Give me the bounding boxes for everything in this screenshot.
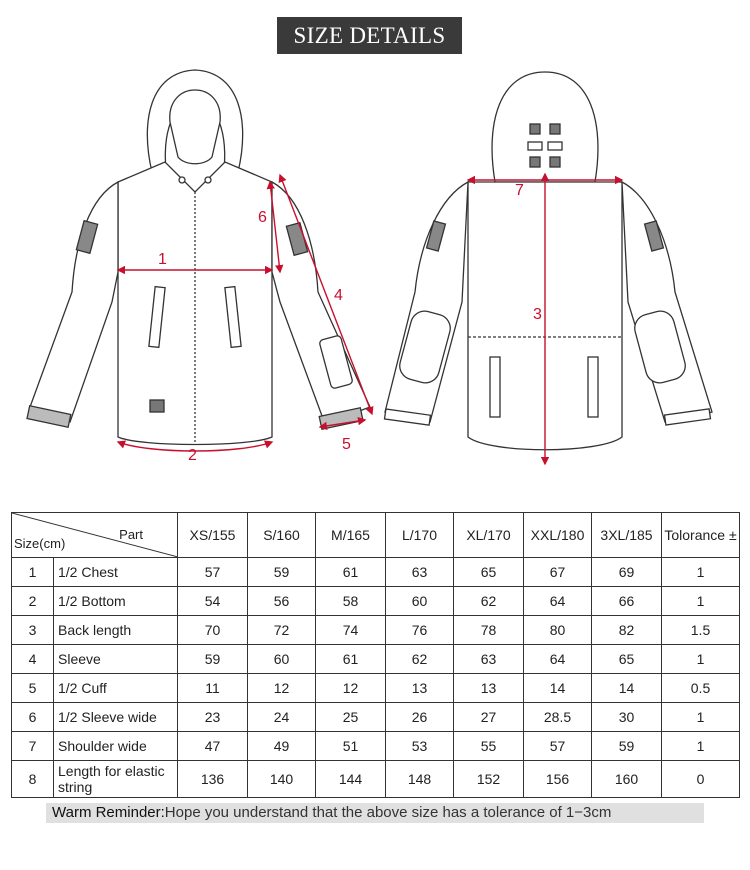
measurement-cell: 27 — [454, 703, 524, 732]
tolerance-cell: 1 — [662, 587, 740, 616]
measurement-cell: 12 — [248, 674, 316, 703]
measurement-cell: 140 — [248, 761, 316, 798]
part-name: Back length — [54, 616, 178, 645]
tolerance-cell: 1.5 — [662, 616, 740, 645]
measurement-cell: 62 — [386, 645, 454, 674]
measure-label-2: 2 — [188, 447, 197, 464]
table-row — [12, 761, 740, 798]
measurement-cell: 12 — [316, 674, 386, 703]
part-name: Sleeve — [54, 645, 178, 674]
size-header: Size(cm) — [14, 536, 66, 551]
measurement-cell: 49 — [248, 732, 316, 761]
table-row — [12, 645, 740, 674]
part-name: 1/2 Cuff — [54, 674, 178, 703]
measure-label-4: 4 — [334, 287, 343, 304]
measurement-cell: 60 — [248, 645, 316, 674]
back-left-sleeve — [385, 182, 468, 422]
measurement-cell: 148 — [386, 761, 454, 798]
back-right-sleeve — [622, 182, 712, 422]
part-name: Shoulder wide — [54, 732, 178, 761]
measurement-cell: 13 — [386, 674, 454, 703]
table-row — [12, 732, 740, 761]
measurement-cell: 74 — [316, 616, 386, 645]
measurement-cell: 13 — [454, 674, 524, 703]
tolerance-cell: 1 — [662, 732, 740, 761]
row-number: 6 — [12, 703, 54, 732]
size-header-m: M/165 — [316, 513, 386, 558]
back-jacket — [385, 72, 712, 450]
measurement-cell: 60 — [386, 587, 454, 616]
tolerance-cell: 0.5 — [662, 674, 740, 703]
row-number: 7 — [12, 732, 54, 761]
measurement-cell: 47 — [178, 732, 248, 761]
measurement-cell: 24 — [248, 703, 316, 732]
row-number: 4 — [12, 645, 54, 674]
measurement-cell: 67 — [524, 558, 592, 587]
front-right-sleeve — [272, 182, 370, 424]
measurement-cell: 57 — [178, 558, 248, 587]
corner-cell — [12, 513, 178, 558]
warm-reminder — [46, 803, 704, 823]
table-row — [12, 587, 740, 616]
measurement-cell: 56 — [248, 587, 316, 616]
measurement-cell: 25 — [316, 703, 386, 732]
measurement-cell: 11 — [178, 674, 248, 703]
measurement-cell: 63 — [454, 645, 524, 674]
measurement-cell: 136 — [178, 761, 248, 798]
measurement-cell: 66 — [592, 587, 662, 616]
measurement-cell: 23 — [178, 703, 248, 732]
measurement-cell: 59 — [178, 645, 248, 674]
part-header: Part — [119, 527, 143, 542]
measurement-cell: 69 — [592, 558, 662, 587]
measure-label-1: 1 — [158, 251, 167, 268]
measurement-cell: 65 — [454, 558, 524, 587]
table-row — [12, 703, 740, 732]
size-table — [11, 512, 740, 798]
table-row — [12, 674, 740, 703]
measurement-cell: 59 — [248, 558, 316, 587]
row-number: 8 — [12, 761, 54, 798]
part-name: 1/2 Sleeve wide — [54, 703, 178, 732]
size-header-s: S/160 — [248, 513, 316, 558]
tolerance-cell: 1 — [662, 645, 740, 674]
back-hood — [492, 72, 598, 182]
measurement-cell: 152 — [454, 761, 524, 798]
measurement-cell: 53 — [386, 732, 454, 761]
row-number: 2 — [12, 587, 54, 616]
measurement-cell: 14 — [524, 674, 592, 703]
table-row — [12, 616, 740, 645]
measurement-cell: 70 — [178, 616, 248, 645]
measurement-cell: 144 — [316, 761, 386, 798]
measurement-cell: 59 — [592, 732, 662, 761]
measurement-cell: 156 — [524, 761, 592, 798]
measurement-cell: 28.5 — [524, 703, 592, 732]
front-left-sleeve — [30, 182, 118, 422]
tolerance-header: Tolorance ± — [662, 513, 740, 558]
measurement-cell: 64 — [524, 645, 592, 674]
measurement-cell: 76 — [386, 616, 454, 645]
measurement-cell: 72 — [248, 616, 316, 645]
row-number: 1 — [12, 558, 54, 587]
part-name: Length for elastic string — [54, 761, 178, 798]
measure-label-7: 7 — [515, 182, 524, 199]
measurement-cell: 65 — [592, 645, 662, 674]
measurement-cell: 26 — [386, 703, 454, 732]
measure-label-6: 6 — [258, 209, 267, 226]
measurement-cell: 62 — [454, 587, 524, 616]
measurement-cell: 55 — [454, 732, 524, 761]
table-row — [12, 558, 740, 587]
measurement-cell: 57 — [524, 732, 592, 761]
jacket-diagram — [0, 62, 750, 482]
measurement-cell: 54 — [178, 587, 248, 616]
table-header-row — [12, 513, 740, 558]
measurement-cell: 14 — [592, 674, 662, 703]
reminder-label: Warm Reminder: — [52, 804, 165, 821]
measurement-cell: 30 — [592, 703, 662, 732]
tolerance-cell: 1 — [662, 703, 740, 732]
measurement-cell: 63 — [386, 558, 454, 587]
row-number: 3 — [12, 616, 54, 645]
row-number: 5 — [12, 674, 54, 703]
part-name: 1/2 Bottom — [54, 587, 178, 616]
measurement-cell: 82 — [592, 616, 662, 645]
measurement-cell: 51 — [316, 732, 386, 761]
size-header-xs: XS/155 — [178, 513, 248, 558]
reminder-text: Hope you understand that the above size has a tolerance of 1−3cm — [164, 804, 612, 821]
measurement-cell: 160 — [592, 761, 662, 798]
measurement-cell: 61 — [316, 558, 386, 587]
page-title: SIZE DETAILS — [277, 17, 462, 54]
measure-label-5: 5 — [342, 436, 351, 453]
measure-label-3: 3 — [533, 306, 542, 323]
size-header-xxl: XXL/180 — [524, 513, 592, 558]
measurement-cell: 58 — [316, 587, 386, 616]
tolerance-cell: 0 — [662, 761, 740, 798]
measurement-cell: 80 — [524, 616, 592, 645]
measurement-cell: 78 — [454, 616, 524, 645]
size-header-xl: XL/170 — [454, 513, 524, 558]
part-name: 1/2 Chest — [54, 558, 178, 587]
measurement-cell: 64 — [524, 587, 592, 616]
size-header-l: L/170 — [386, 513, 454, 558]
measurement-cell: 61 — [316, 645, 386, 674]
front-jacket — [27, 70, 370, 445]
size-header-3xl: 3XL/185 — [592, 513, 662, 558]
tolerance-cell: 1 — [662, 558, 740, 587]
